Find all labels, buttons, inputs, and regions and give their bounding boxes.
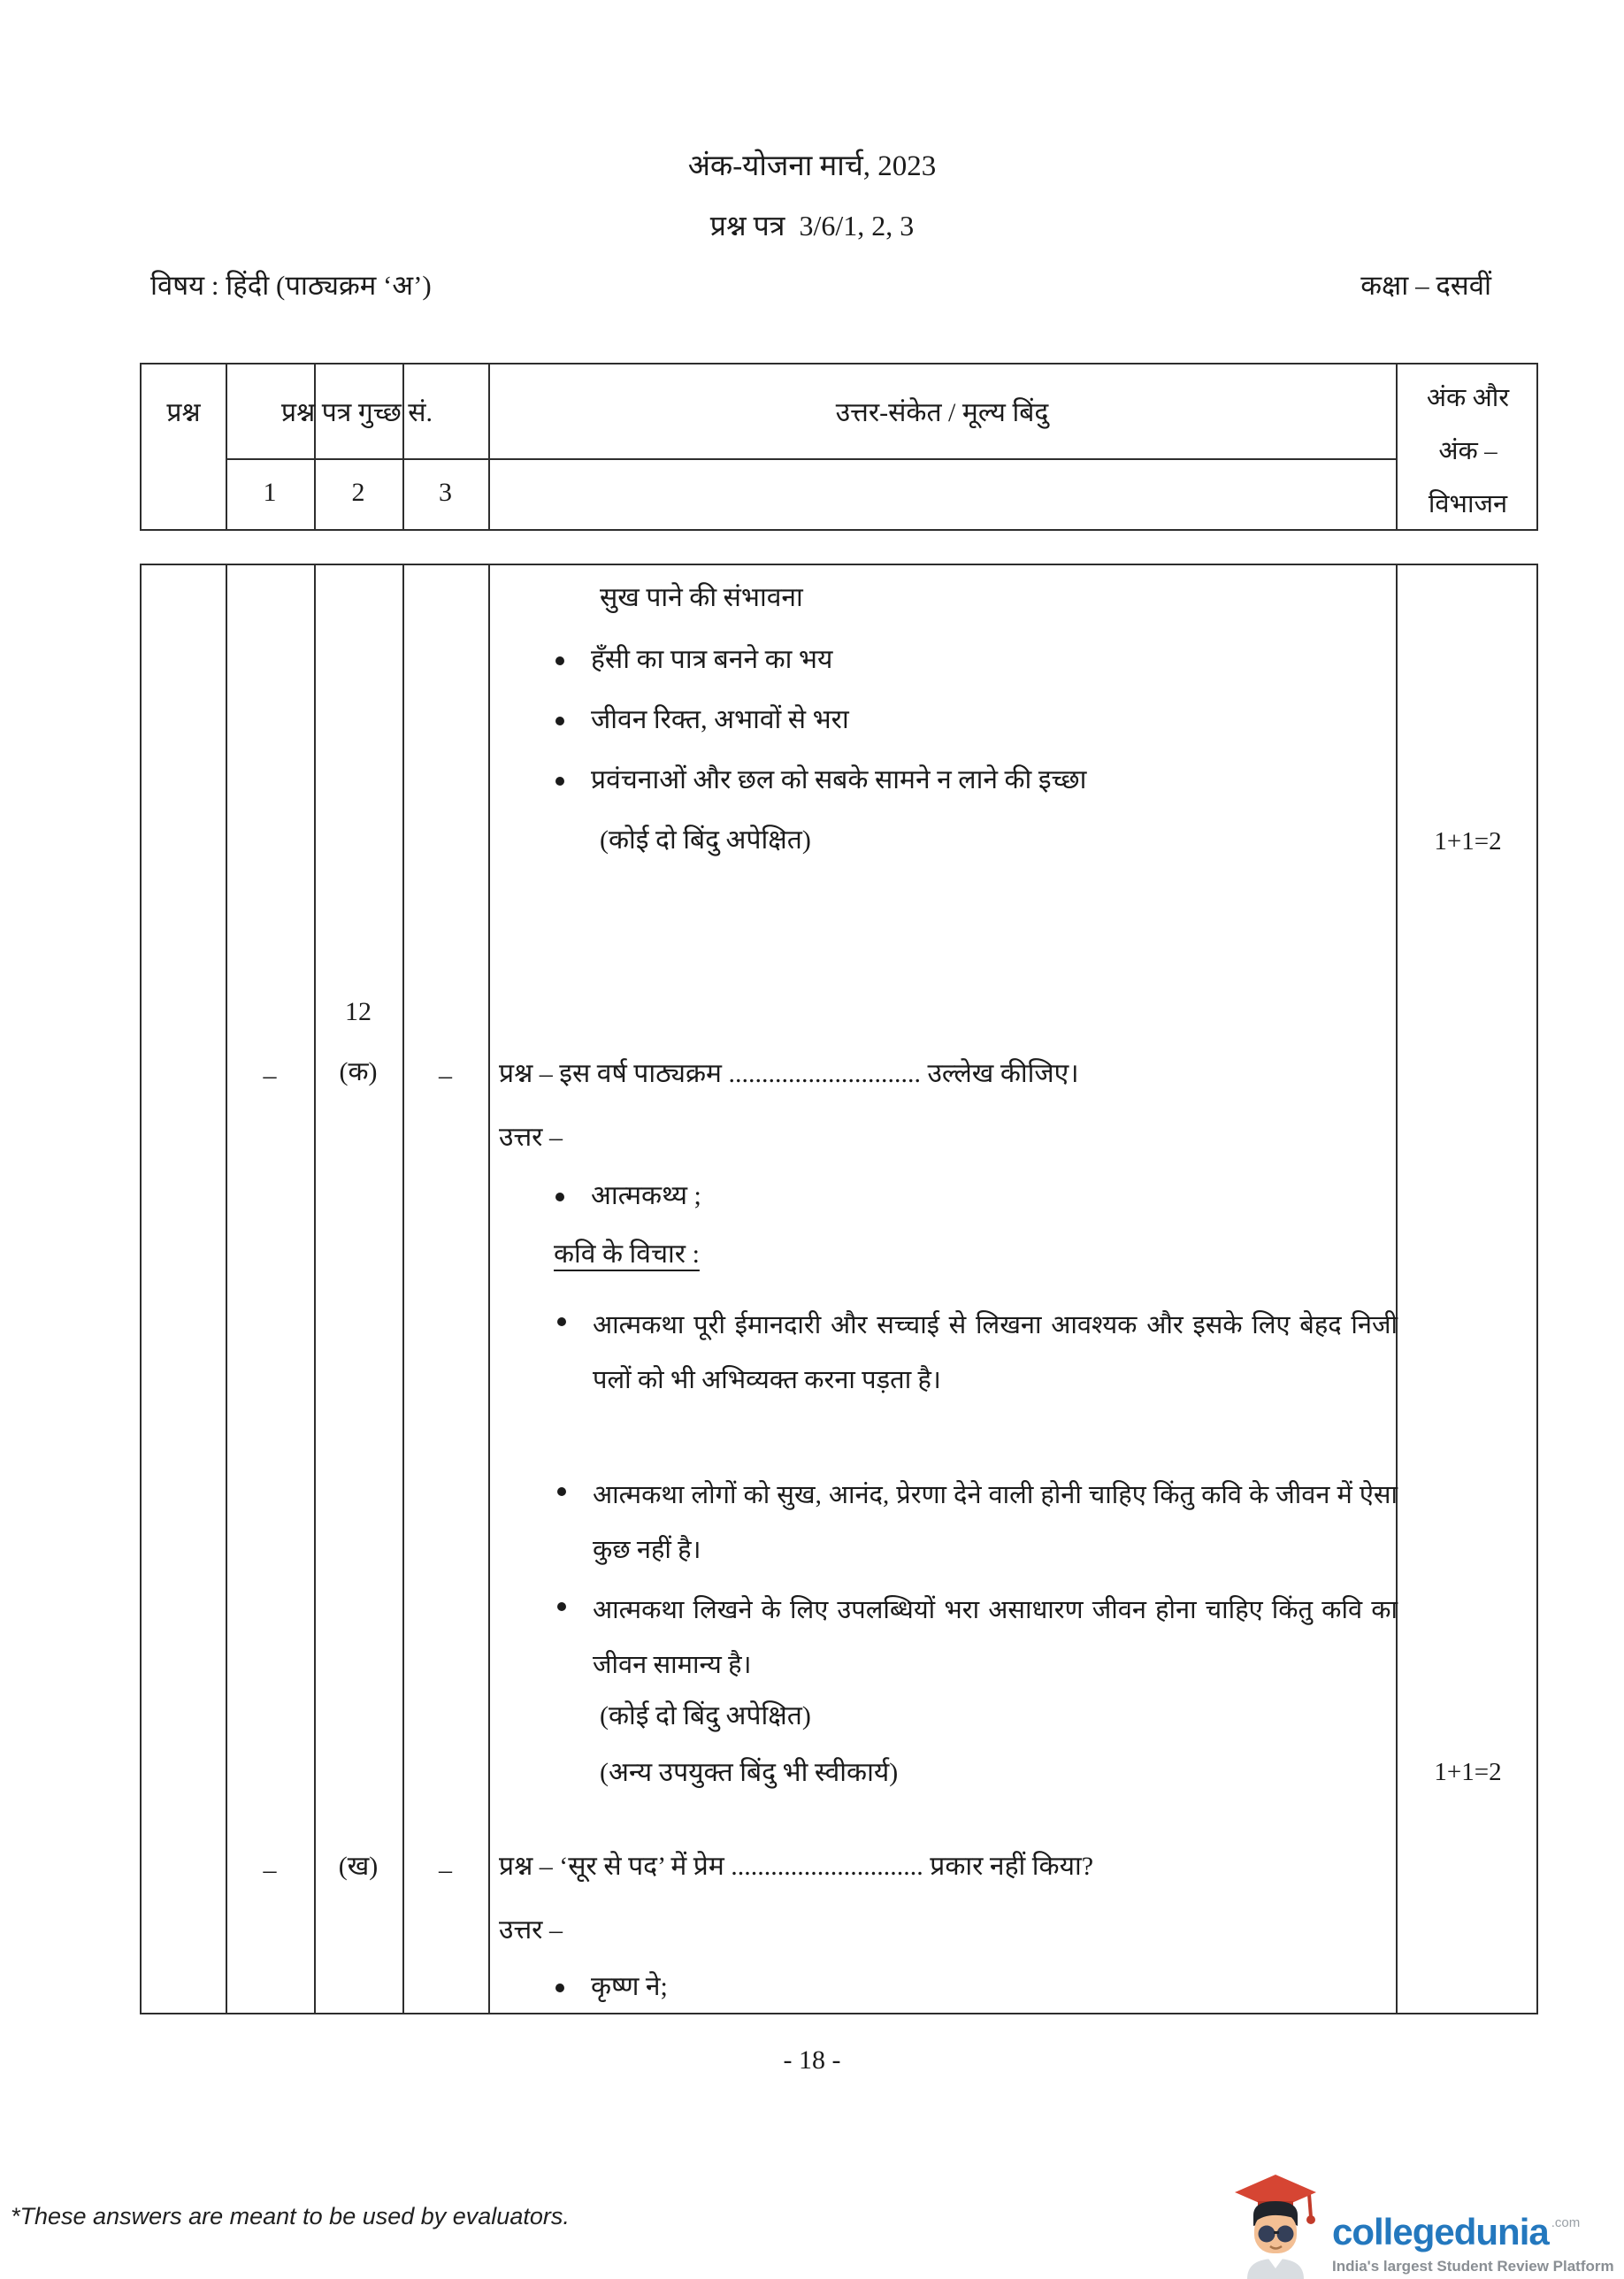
marks-value: 1+1=2: [1434, 1758, 1502, 1786]
answer-bullet-text: कृष्ण ने;: [591, 1972, 668, 2001]
carryover-line: सुख पाने की संभावना: [600, 583, 803, 612]
logo-tagline: India's largest Student Review Platform: [1332, 2258, 1614, 2275]
answer-paragraph: [555, 1468, 1398, 1577]
bullet-icon: [555, 1193, 564, 1201]
answer-bullet: [555, 1179, 701, 1213]
answer-bullet-text: आत्मकथ्य ;: [591, 1181, 701, 1210]
dash-placeholder: –: [263, 1061, 277, 1090]
dash-placeholder: –: [439, 1855, 452, 1884]
answer-paragraph-text: आत्मकथा पूरी ईमानदारी और सच्चाई से लिखना आवश्यक और इसके लिए बेहद निजी पलों को भी अभिव्यक्त करना पड़ता है।: [593, 1311, 1398, 1394]
grid-line: [226, 458, 1396, 460]
answer-bullet-text: जीवन रिक्त, अभावों से भरा: [591, 705, 849, 734]
answer-bullet-text: प्रवंचनाओं और छल को सबके सामने न लाने की इच्छा: [591, 765, 1087, 794]
dash-placeholder: –: [263, 1855, 277, 1884]
question-part-label: (ख): [338, 1852, 379, 1881]
bullet-icon: [555, 717, 564, 725]
question-text: प्रश्न – इस वर्ष पाठ्यक्रम ............................. उल्लेख कीजिए।: [499, 1059, 1079, 1088]
grid-line: [488, 565, 490, 2013]
dash-placeholder: –: [439, 1061, 452, 1090]
subject-label: विषय : हिंदी (पाठ्यक्रम ‘अ’): [150, 270, 432, 301]
marks-value: 1+1=2: [1434, 827, 1502, 856]
marks-header-line: अंक और: [1426, 384, 1510, 412]
bullet-icon: [555, 777, 564, 786]
marks-header-line: विभाजन: [1428, 490, 1508, 518]
answer-bullet: [555, 643, 832, 677]
answer-paragraph: [555, 1583, 1398, 1692]
bullet-icon: [557, 1487, 566, 1496]
bullet-icon: [557, 1602, 566, 1611]
question-text: प्रश्न – ‘सूर से पद’ में प्रेम ............................. प्रकार नहीं किया?: [499, 1852, 1094, 1881]
subcol-header-2: 2: [351, 478, 365, 507]
subcol-header-3: 3: [439, 478, 452, 507]
expected-points-note: (कोई दो बिंदु अपेक्षित): [600, 825, 811, 855]
collegedunia-mascot-icon: [1231, 2175, 1320, 2279]
evaluator-note: *These answers are meant to be used by evaluators.: [11, 2203, 570, 2229]
bullet-icon: [557, 1317, 566, 1326]
answer-bullet-text: हँसी का पात्र बनने का भय: [591, 645, 833, 674]
marks-table-header: [140, 363, 1538, 531]
col-header-marks: [1396, 372, 1540, 531]
grid-line: [226, 565, 227, 2013]
grid-line: [314, 565, 316, 2013]
bullet-icon: [555, 1984, 564, 1992]
question-number: 12: [345, 997, 372, 1026]
subcol-header-1: 1: [263, 478, 277, 507]
answer-paragraph-text: आत्मकथा लिखने के लिए उपलब्धियों भरा असाधारण जीवन होना चाहिए किंतु कवि का जीवन सामान्य है।: [593, 1596, 1398, 1679]
col-header-group: प्रश्न पत्र गुच्छ सं.: [280, 398, 433, 427]
brand-name: collegedunia: [1332, 2211, 1549, 2252]
answer-paragraph-text: आत्मकथा लोगों को सुख, आनंद, प्रेरणा देने वाली होनी चाहिए किंतु कवि के जीवन में ऐसा कुछ नहीं है।: [593, 1481, 1398, 1564]
doc-title: अंक-योजना मार्च, 2023: [687, 150, 937, 182]
col-header-answer: उत्तर-संकेत / मूल्य बिंदु: [835, 398, 1049, 427]
page-number: - 18 -: [783, 2045, 841, 2075]
doc-subtitle: प्रश्न पत्र 3/6/1, 2, 3: [709, 210, 915, 242]
answer-bullet: [555, 1970, 668, 2004]
marks-table-body: [140, 564, 1538, 2014]
answer-bullet: [555, 764, 1086, 797]
answer-label: उत्तर –: [499, 1123, 563, 1152]
brand-suffix: .com: [1551, 2215, 1581, 2230]
alternate-points-note: (अन्य उपयुक्त बिंदु भी स्वीकार्य): [600, 1758, 899, 1787]
answer-paragraph: [555, 1298, 1398, 1408]
bullet-icon: [555, 656, 564, 665]
marks-header-line: अंक –: [1438, 437, 1498, 465]
collegedunia-logo: [1231, 2175, 1614, 2279]
grid-line: [1396, 565, 1398, 2013]
brand-row: [1332, 2211, 1614, 2252]
class-label: कक्षा – दसवीं: [1360, 270, 1491, 301]
col-header-question: प्रश्न: [166, 398, 201, 427]
grid-line: [402, 565, 404, 2013]
answer-label: उत्तर –: [499, 1915, 563, 1945]
expected-points-note: (कोई दो बिंदु अपेक्षित): [600, 1701, 811, 1730]
logo-text: [1332, 2211, 1614, 2279]
grid-line: [488, 364, 490, 529]
section-subhead: कवि के विचार :: [554, 1239, 700, 1269]
answer-bullet: [555, 703, 849, 737]
question-part-label: (क): [339, 1057, 378, 1086]
